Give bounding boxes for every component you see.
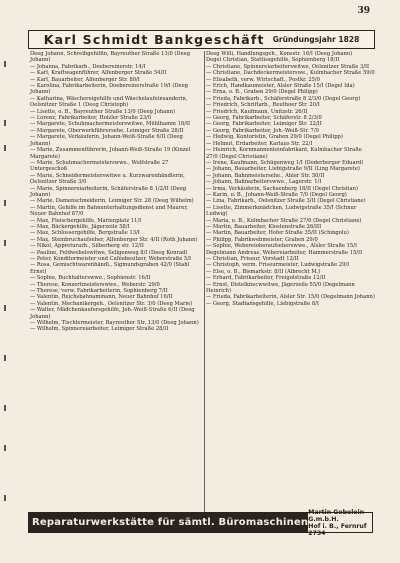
directory-entry: — Valentin, Reichsbahnaminann, Neuer Bahnhof 16/II: [30, 294, 173, 301]
directory-entry: — Maria, o. B., Kulmbacher Straße 27/0 (Degel Christiane): [206, 217, 362, 224]
directory-entry: — Frieda, Fabrikarbeiterin, Alsler Str. 15/0 (Degelmann Johann): [206, 294, 375, 301]
column-divider: [204, 51, 205, 513]
directory-entry: — Max, Schlossergehilfe, Bergstraße 13/I: [30, 230, 140, 237]
directory-entry: — Else, o. B., Bismarkstr. 8/II (Albrecht M.): [206, 268, 321, 275]
left-column: [30, 51, 199, 513]
directory-entry: — Martin, Bauarbeiter, Klostenstraße 26/III: [206, 223, 322, 230]
directory-entry: Deeg Johann, Schreibgehilfin, Bayreuther Straße 13/0 (Deeg Johann): [30, 51, 192, 64]
directory-entry: — Karl, Bauarbeiter, Alfenberger Str. 80/I: [30, 76, 140, 83]
directory-entry: — Erhard, Fabrikarbeiter, Freigolstraße 12/II: [206, 275, 326, 282]
directory-entry: — Heinrich, Kornmannenteinfabrikant, Kulmbacher Straße 27/0 (Degel Christiane): [206, 147, 364, 160]
directory-entry: — Margarete, Verkäuferin, Johann-Weiß-Straße 6/II (Deeg Johann): [30, 134, 185, 147]
directory-entry: — Erich, Handkaumeister, Alsler Straße 15/I (Degel Ida): [206, 83, 355, 90]
directory-entry: — Johann, Bahnarbeiterswwe., Lagerstr. 1/I: [206, 179, 322, 186]
directory-entry: — Marie, Damenschneiderin, Leimiger Str. 28 (Deeg Wilhelm): [30, 198, 194, 205]
directory-entry: — Wilhelm, Spinnereiarbeiter, Leimiger Straße 28/II: [30, 326, 169, 333]
directory-entry: — Karl, Kraftwagenführer, Alfenberger Straße 54/II: [30, 70, 167, 77]
directory-entry: — Irene, Kaufmann, Schügenweg 1/I (Doderberger Eduard): [206, 159, 364, 166]
bank-advertisement-banner: [28, 30, 375, 49]
bank-name: Karl Schmidt Bankgeschäft: [43, 32, 265, 47]
directory-entry: — Therese, verw. Fabrikarbeiterin, Sophienberg 7/II: [30, 288, 168, 295]
directory-entry: — Peter, Konditormeister und Caféebesitzer, Weberstraße 5/I: [30, 256, 192, 262]
directory-entry: — Valentin, Mechanikergeh., Oelsnitzer Str. 3/0 (Deeg Marie): [30, 300, 193, 307]
directory-entry: — Walter, Mädchenkaufersgehilfe, Joh.-Weiß-Straße 6/II (Deeg Johann): [30, 307, 197, 320]
directory-entry: — Christiane, Spinnereiarbeiterswitwe, Oelsnitzer Straße 3/II: [206, 63, 370, 70]
directory-entry: — Sophie, Webereioberaufseherswwe., Alsler Straße 15/I: [206, 243, 358, 250]
directory-entry: — Georg, Fabrikarbeiter, Joh.-Weiß-Str. 7/0: [206, 127, 319, 134]
directory-entry: — Katharina, Wäschereigehilfe und Wäschelaufeinsanderin, Oelsnitzer Straße 1 (Deeg Christoph): [30, 95, 189, 109]
repair-shop-company: Martin Gebelein G.m.b.H.: [308, 508, 365, 523]
directory-entry: — Nikol, Appreturarb., Silberberg str. 12/II: [30, 243, 144, 250]
directory-entry: — Friedrich, Kaufmann, Unitzstr. 26/II: [206, 108, 308, 115]
directory-entry: — Georg, Fabrikarbeiter, Schäferstr. 8 2/3/0: [206, 115, 322, 122]
directory-entry: — Johann, Bauarbeiter, Liebigstraße 9/II (Ling Margarete): [206, 166, 360, 173]
right-column: [206, 51, 375, 513]
directory-entry: — Max, Steinbruchaufseher, Alfenberger Str. 4/II (Roth Johann): [30, 236, 198, 243]
directory-entry: — Christian, Friseur, Vorstadt 12/II: [206, 256, 299, 262]
directory-entry: — Georg, Fabrikarbeiter, Leimiger Str. 22/II: [206, 121, 322, 128]
directory-entry: — Christiane, Dachdeckermeisterswe., Kulmbacher Straße 59/0: [206, 70, 375, 77]
margin-mark: [4, 305, 6, 311]
directory-entry: — Marie, Schuhmachermeisterswwe., Wolfstraße 27 Untergeschoß: [30, 159, 170, 173]
directory-entry: — Irma, Verkäuferin, Sachsenberg 18/II (Degel Christian): [206, 185, 359, 192]
directory-entry: — Ernst, Distelknecwwitwe, Jägerzeile 55/0 (Degelmann Heinrich): [206, 281, 357, 295]
directory-entry: Degel Christian, Stattissgehilfe, Sophienberg 18/II: [206, 57, 340, 64]
directory-entry: Deeg Willi, Handlungsgeh., Konsstr. 16/I (Deeg Johann): [206, 51, 353, 57]
margin-mark: [4, 405, 6, 411]
directory-entry: — Philipp, Fabrikwebmeister, Graben 29/0: [206, 236, 318, 243]
margin-mark: [4, 495, 6, 501]
directory-entry: — Therese, Konzertmeisterswwe., Weberstr. 29/0: [30, 281, 160, 288]
directory-entry: — Erna, o. B., Graben 29/0 (Degel Philipp): [206, 89, 318, 96]
directory-entry: — Lina, Fabrikarb., Oelsnitzer Straße 3/II (Degel Christiane): [206, 198, 366, 205]
margin-mark: [4, 61, 6, 67]
bank-founded-year: Gründungsjahr 1828: [272, 35, 360, 44]
repair-shop-headline: Reparaturwerkstätte für sämtl. Büromaschinen: [32, 517, 309, 528]
margin-mark: [4, 240, 6, 246]
repair-shop-address: Hof i. B., Fernruf 2734: [308, 522, 367, 537]
directory-entry: — Sophie, Buchhalterswwe., Sophienstr. 16/II: [30, 275, 151, 282]
directory-entry: — Lorenz, Fabrikarbeiter, Holzler Straße 23/0: [30, 115, 152, 122]
directory-entry: — Lisette, o. B., Bayreuther Straße 13/0 (Deeg Johann): [30, 108, 175, 115]
directory-entry: — Helmut, Erdarbeiter, Karlaus Str. 22/I: [206, 140, 313, 147]
directory-entry: — Margarete, Oberwerkführersehe, Leimiger Straße 28/II: [30, 127, 184, 134]
directory-entry: — Karin, o. B., Johann-Weiß-Straße 7/0 (Degel Georg): [206, 191, 347, 198]
directory-entry: — Wilhelm, Tischlermeister, Bayreuther Str. 13/0 (Deeg Johann): [30, 320, 199, 327]
page-number: 39: [357, 6, 370, 16]
margin-mark: [4, 200, 6, 206]
directory-entry: — Christoph, verm. Friseurmeister, Ludwigstraße 29/I: [206, 262, 350, 269]
directory-columns: [30, 51, 375, 513]
directory-entry: — Rosa, Gemischtwarenhändl., Sigmundsgraben 42/0 (Stahl Ernst): [30, 262, 191, 275]
directory-entry: — Marie, Spinnereiarbeiterin, Schäferstraße 8 1/2/II (Deeg Johann): [30, 185, 188, 198]
directory-entry: — Pauline, Feldwebelswitwe, Seligenweg 8/I (Deeg Konrad): [30, 249, 188, 256]
left-margin-marks: [4, 55, 12, 515]
directory-entry: — Max, Fleischergehilfe, Marienplatz 11/I: [30, 217, 142, 224]
margin-mark: [4, 120, 6, 126]
margin-mark: [4, 145, 6, 151]
directory-entry: — Karolina, Fabrikarbeiterin, Doebereinerstraße 19/I (Deeg Johann): [30, 83, 190, 96]
directory-entry: Degelmann Andreas, Webereiarbeiter, Hammerstraße 15/II: [206, 249, 363, 256]
directory-entry: — Marie, Zusammenführerin, Johann-Weiß-Straße 19 (Kinzel Margarete): [30, 147, 192, 160]
directory-entry: — Georg, Stadtansgehilfe, Liebigstraße 8/I: [206, 300, 319, 307]
directory-entry: — Johanna, Fabrikarb., Doebereinerstr. 14/I: [30, 63, 146, 70]
directory-entry: — Friedrich, Schriftarb., Reuthoer Str. 20/I: [206, 102, 320, 109]
directory-entry: — Frieda, Fabrikarb., Schäferstraße 8 2/3/0 (Degel Georg): [206, 95, 361, 102]
margin-mark: [4, 445, 6, 451]
directory-entry: — Hedwig, Kontoristin, Graben 29/0 (Degel Philipp): [206, 134, 343, 141]
directory-entry: — Lisette, Zimmerkmädchen, Ludwigstraße 35/I (Schnur Ludwig): [206, 204, 359, 218]
margin-mark: [4, 355, 6, 361]
directory-entry: — Johann, Bahnmeistersehe., Ahler Str. 50/II: [206, 172, 325, 179]
directory-entry: — Max, Bäckergehilfe, Jägerzeile 58/I: [30, 223, 130, 230]
directory-entry: — Martin, Bauarbeiter, Hofer Straße 35/II (Schingolu): [206, 230, 349, 237]
directory-entry: — Martin, Gehilfe im Bahnunterhaltungsdienst und Maurer, Neuer Bahnhof 87/0: [30, 204, 190, 218]
repair-shop-advertisement: [28, 508, 373, 537]
repair-shop-contact: [308, 508, 372, 537]
directory-entry: — Margarete, Schuhmachermeisterswitwe, Mühlhamm 18/II: [30, 121, 191, 128]
directory-entry: — Elisabeth, verw. Wirtschaft., Postkr. 25/0: [206, 76, 320, 83]
directory-entry: — Marie, Schneidermeisterswitwe u. Kurzwarenhändlerin, Oelsnitzer Straße 3/0: [30, 172, 187, 186]
